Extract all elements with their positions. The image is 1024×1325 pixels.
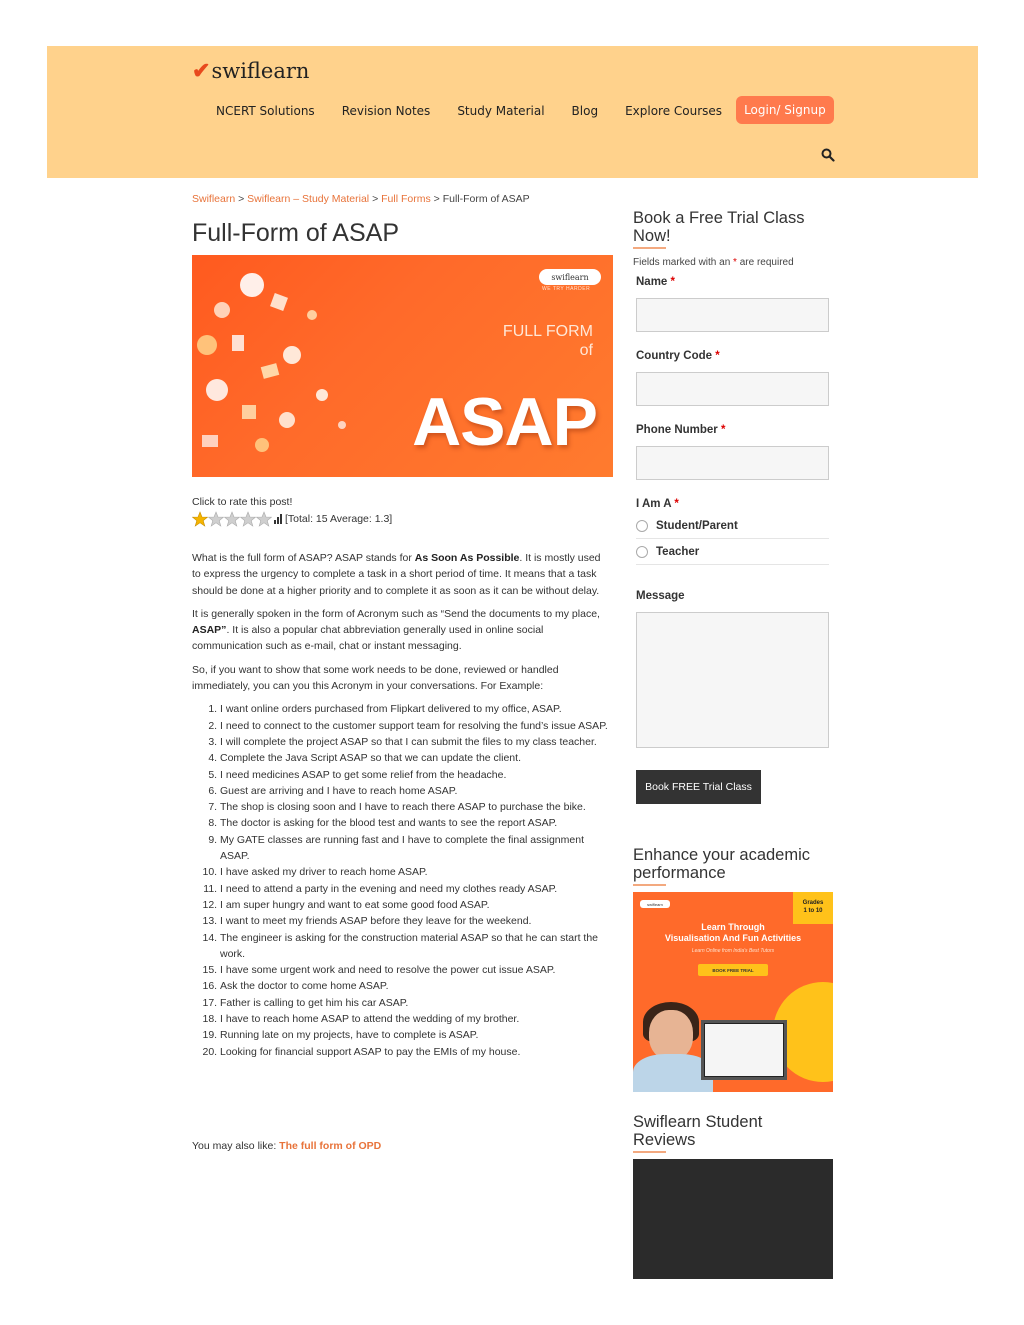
list-item: 1. I want online orders purchased from Flipkart delivered to my office, ASAP. xyxy=(220,701,608,717)
country-code-label: Country Code * xyxy=(636,350,720,362)
list-item: 7. The shop is closing soon and I have to reach there ASAP to purchase the bike. xyxy=(220,799,608,815)
student-face xyxy=(649,1010,693,1060)
star-rating xyxy=(192,511,392,527)
radio-button-icon[interactable] xyxy=(636,520,648,532)
list-item: 2. I need to connect to the customer support team for resolving the fund’s issue ASAP. xyxy=(220,718,608,734)
required-note: Fields marked with an * are required xyxy=(633,257,794,268)
nav-revision-notes[interactable]: Revision Notes xyxy=(341,104,431,118)
book-free-trial-button[interactable]: Book FREE Trial Class xyxy=(636,770,761,804)
site-logo[interactable] xyxy=(192,58,309,84)
usage-paragraph: So, if you want to show that some work needs to be done, reviewed or handled immediately, you can you this Acronym in your conversations. For Example: xyxy=(192,663,559,693)
nav-study-material[interactable]: Study Material xyxy=(457,104,545,118)
name-field[interactable] xyxy=(636,298,829,332)
main-nav xyxy=(216,97,861,125)
site-header xyxy=(47,46,978,178)
star-icon-empty[interactable] xyxy=(240,511,256,527)
logo-text: swiflearn xyxy=(211,59,310,83)
promo-heading: Enhance your academic performance xyxy=(633,846,811,882)
list-item: 5. I need medicines ASAP to get some relief from the headache. xyxy=(220,767,608,783)
nav-explore-courses[interactable]: Explore Courses xyxy=(625,104,723,118)
reviews-video-player[interactable] xyxy=(633,1159,833,1279)
list-item: 15. I have some urgent work and need to resolve the power cut issue ASAP. xyxy=(220,962,608,978)
list-item: 10. I have asked my driver to reach home ASAP. xyxy=(220,864,608,880)
breadcrumb-separator: > xyxy=(433,193,440,205)
rating-summary: [Total: 15 Average: 1.3] xyxy=(285,513,393,525)
list-item: 20. Looking for financial support ASAP to pay the EMIs of my house. xyxy=(220,1044,608,1060)
promo-cta-button[interactable]: BOOK FREE TRIAL xyxy=(698,964,768,976)
list-item: 3. I will complete the project ASAP so that I can submit the files to my class teacher. xyxy=(220,734,608,750)
laptop-screen xyxy=(705,1024,783,1076)
list-item: 19. Running late on my projects, have to complete is ASAP. xyxy=(220,1027,608,1043)
radio-label: Teacher xyxy=(656,546,700,558)
list-item: 14. The engineer is asking for the construction material ASAP so that he can start the work. xyxy=(220,930,608,963)
acronym-paragraph: It is generally spoken in the form of Acronym such as “Send the documents to my place, ASAP”. It is also a popular chat abbreviation generally used in online social communication such as e-mail, chat or instant messaging. xyxy=(192,607,600,653)
name-label: Name * xyxy=(636,276,676,288)
star-icon-empty[interactable] xyxy=(256,511,272,527)
nav-blog[interactable]: Blog xyxy=(571,104,599,118)
star-icon-empty[interactable] xyxy=(208,511,224,527)
promo-logo: swiflearn xyxy=(640,900,670,908)
list-item: 4. Complete the Java Script ASAP so that we can update the client. xyxy=(220,750,608,766)
examples-list xyxy=(220,701,608,1060)
related-post-link[interactable]: The full form of OPD xyxy=(279,1140,382,1152)
breadcrumb xyxy=(192,193,530,205)
related-label: You may also like: xyxy=(192,1140,280,1152)
rate-label: Click to rate this post! xyxy=(192,496,293,508)
radio-label: Student/Parent xyxy=(656,520,738,532)
hero-acronym: ASAP xyxy=(412,384,597,460)
reviews-heading: Swiflearn Student Reviews xyxy=(633,1113,763,1149)
hero-tagline: WE TRY HARDER xyxy=(542,286,591,292)
heading-underline xyxy=(633,884,666,886)
hero-line-full-form: FULL FORM xyxy=(502,323,593,340)
list-item: 6. Guest are arriving and I have to reach home ASAP. xyxy=(220,783,608,799)
radio-teacher[interactable] xyxy=(636,540,829,565)
breadcrumb-link-study-material[interactable]: Swiflearn – Study Material xyxy=(247,193,370,205)
list-item: 9. My GATE classes are running fast and I have to complete the final assignment ASAP. xyxy=(220,832,608,865)
heading-underline xyxy=(633,1151,666,1153)
list-item: 13. I want to meet my friends ASAP before they leave for the weekend. xyxy=(220,913,608,929)
related-post xyxy=(192,1140,381,1152)
breadcrumb-current: Full-Form of ASAP xyxy=(442,193,530,205)
list-item: 8. The doctor is asking for the blood test and wants to see the report ASAP. xyxy=(220,815,608,831)
star-icon-empty[interactable] xyxy=(224,511,240,527)
education-icons-illustration xyxy=(192,255,392,477)
hero-line-of: of xyxy=(579,342,593,359)
search-icon[interactable] xyxy=(821,148,835,162)
phone-number-field[interactable] xyxy=(636,446,829,480)
promo-headline: Learn Through Visualisation And Fun Activities xyxy=(664,922,802,943)
list-item: 11. I need to attend a party in the evening and need my clothes ready ASAP. xyxy=(220,881,608,897)
list-item: 16. Ask the doctor to come home ASAP. xyxy=(220,978,608,994)
radio-button-icon[interactable] xyxy=(636,546,648,558)
hero-brand-logo: swiflearn xyxy=(539,269,601,285)
radio-student-parent[interactable] xyxy=(636,514,829,539)
page-title: Full-Form of ASAP xyxy=(192,219,399,247)
message-label: Message xyxy=(636,590,685,602)
article-body xyxy=(192,550,608,1060)
list-item: 12. I am super hungry and want to eat some good food ASAP. xyxy=(220,897,608,913)
intro-paragraph: What is the full form of ASAP? ASAP stands for As Soon As Possible. It is mostly used to express the urgency to complete a task in a short period of time. It means that a task should be done at a higher priority and to complete it as soon as it can be without delay. xyxy=(192,552,601,597)
hero-image xyxy=(192,255,613,477)
star-icon-filled[interactable] xyxy=(192,511,208,527)
breadcrumb-link-home[interactable]: Swiflearn xyxy=(192,193,236,205)
logo-mark-icon: ✔ xyxy=(192,58,211,84)
breadcrumb-separator: > xyxy=(238,193,245,205)
login-signup-button[interactable]: Login/ Signup xyxy=(736,96,834,124)
promo-banner[interactable] xyxy=(633,892,833,1092)
list-item: 18. I have to reach home ASAP to attend the wedding of my brother. xyxy=(220,1011,608,1027)
heading-underline xyxy=(633,247,666,249)
breadcrumb-link-full-forms[interactable]: Full Forms xyxy=(381,193,431,205)
phone-number-label: Phone Number * xyxy=(636,424,726,436)
i-am-a-label: I Am A * xyxy=(636,498,679,510)
breadcrumb-separator: > xyxy=(372,193,379,205)
grades-badge: Grades 1 to 10 xyxy=(793,892,833,924)
promo-subtext: Learn Online from India's Best Tutors xyxy=(691,948,775,954)
message-textarea[interactable] xyxy=(636,612,829,748)
nav-ncert-solutions[interactable]: NCERT Solutions xyxy=(216,104,315,118)
list-item: 17. Father is calling to get him his car ASAP. xyxy=(220,995,608,1011)
bar-chart-icon xyxy=(274,514,283,524)
trial-form-heading: Book a Free Trial Class Now! xyxy=(633,209,805,245)
country-code-field[interactable] xyxy=(636,372,829,406)
